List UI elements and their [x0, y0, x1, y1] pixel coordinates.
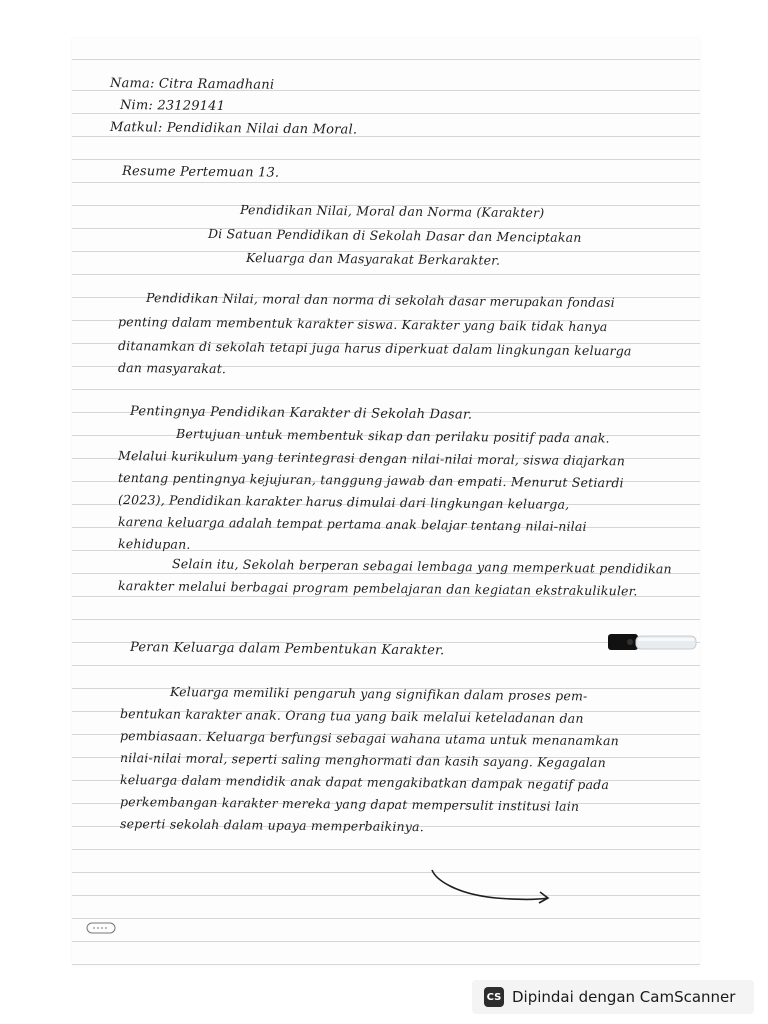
- section-1-heading: Pentingnya Pendidikan Karakter di Sekolah Dasar.: [129, 404, 473, 423]
- section-2-line: bentukan karakter anak. Orang tua yang baik melalui keteladanan dan: [119, 706, 584, 726]
- intro-line-1: Pendidikan Nilai, moral dan norma di sekolah dasar merupakan fondasi: [145, 290, 615, 310]
- intro-line-4: dan masyarakat.: [117, 360, 227, 377]
- section-2-line: pembiasaan. Keluarga berfungsi sebagai wahana utama untuk menanamkan: [119, 728, 620, 749]
- section-1-line: (2023), Pendidikan karakter harus dimulai dari lingkungan keluarga,: [117, 492, 570, 512]
- section-2-line: nilai-nilai moral, seperti saling menghormati dan kasih sayang. Kegagalan: [119, 750, 606, 771]
- intro-line-2: penting dalam membentuk karakter siswa. Karakter yang baik tidak hanya: [117, 314, 608, 335]
- page-marker-icon: [86, 922, 116, 934]
- camscanner-watermark: [472, 980, 754, 1014]
- section-2-line: Keluarga memiliki pengaruh yang signifikan dalam proses pem-: [169, 684, 588, 704]
- essay-title-line-1: Pendidikan Nilai, Moral dan Norma (Karakter): [239, 202, 545, 221]
- section-2-line: seperti sekolah dalam upaya memperbaikinya.: [119, 816, 424, 835]
- section-2-line: keluarga dalam mendidik anak dapat mengakibatkan dampak negatif pada: [119, 772, 610, 793]
- section-2-heading: Peran Keluarga dalam Pembentukan Karakter.: [129, 640, 445, 659]
- essay-title-line-2: Di Satuan Pendidikan di Sekolah Dasar dan Menciptakan: [207, 226, 582, 245]
- section-1-line: Selain itu, Sekolah berperan sebagai lembaga yang memperkuat pendidikan: [171, 556, 672, 577]
- student-name: Nama: Citra Ramadhani: [109, 76, 275, 93]
- pen-image: [606, 628, 698, 658]
- essay-title-line-3: Keluarga dan Masyarakat Berkarakter.: [245, 250, 501, 268]
- section-1-line: kehidupan.: [117, 536, 191, 552]
- section-1-line: tentang pentingnya kejujuran, tanggung jawab dan empati. Menurut Setiardi: [117, 470, 624, 491]
- resume-title: Resume Pertemuan 13.: [121, 164, 280, 181]
- section-1-line: karakter melalui berbagai program pembelajaran dan kegiatan ekstrakulikuler.: [117, 578, 638, 599]
- section-1-line: karena keluarga adalah tempat pertama anak belajar tentang nilai-nilai: [117, 514, 587, 534]
- section-1-line: Melalui kurikulum yang terintegrasi dengan nilai-nilai moral, siswa diajarkan: [117, 448, 626, 469]
- next-page-arrow-icon: [426, 860, 556, 910]
- intro-line-3: ditanamkan di sekolah tetapi juga harus diperkuat dalam lingkungan keluarga: [117, 338, 632, 359]
- section-1-line: Bertujuan untuk membentuk sikap dan perilaku positif pada anak.: [175, 426, 610, 446]
- camscanner-logo-icon: CS: [484, 987, 504, 1007]
- course-name: Matkul: Pendidikan Nilai dan Moral.: [109, 120, 358, 138]
- student-nim: Nim: 23129141: [119, 98, 226, 115]
- section-2-line: perkembangan karakter mereka yang dapat mempersulit institusi lain: [119, 794, 580, 814]
- camscanner-text: Dipindai dengan CamScanner: [512, 988, 736, 1006]
